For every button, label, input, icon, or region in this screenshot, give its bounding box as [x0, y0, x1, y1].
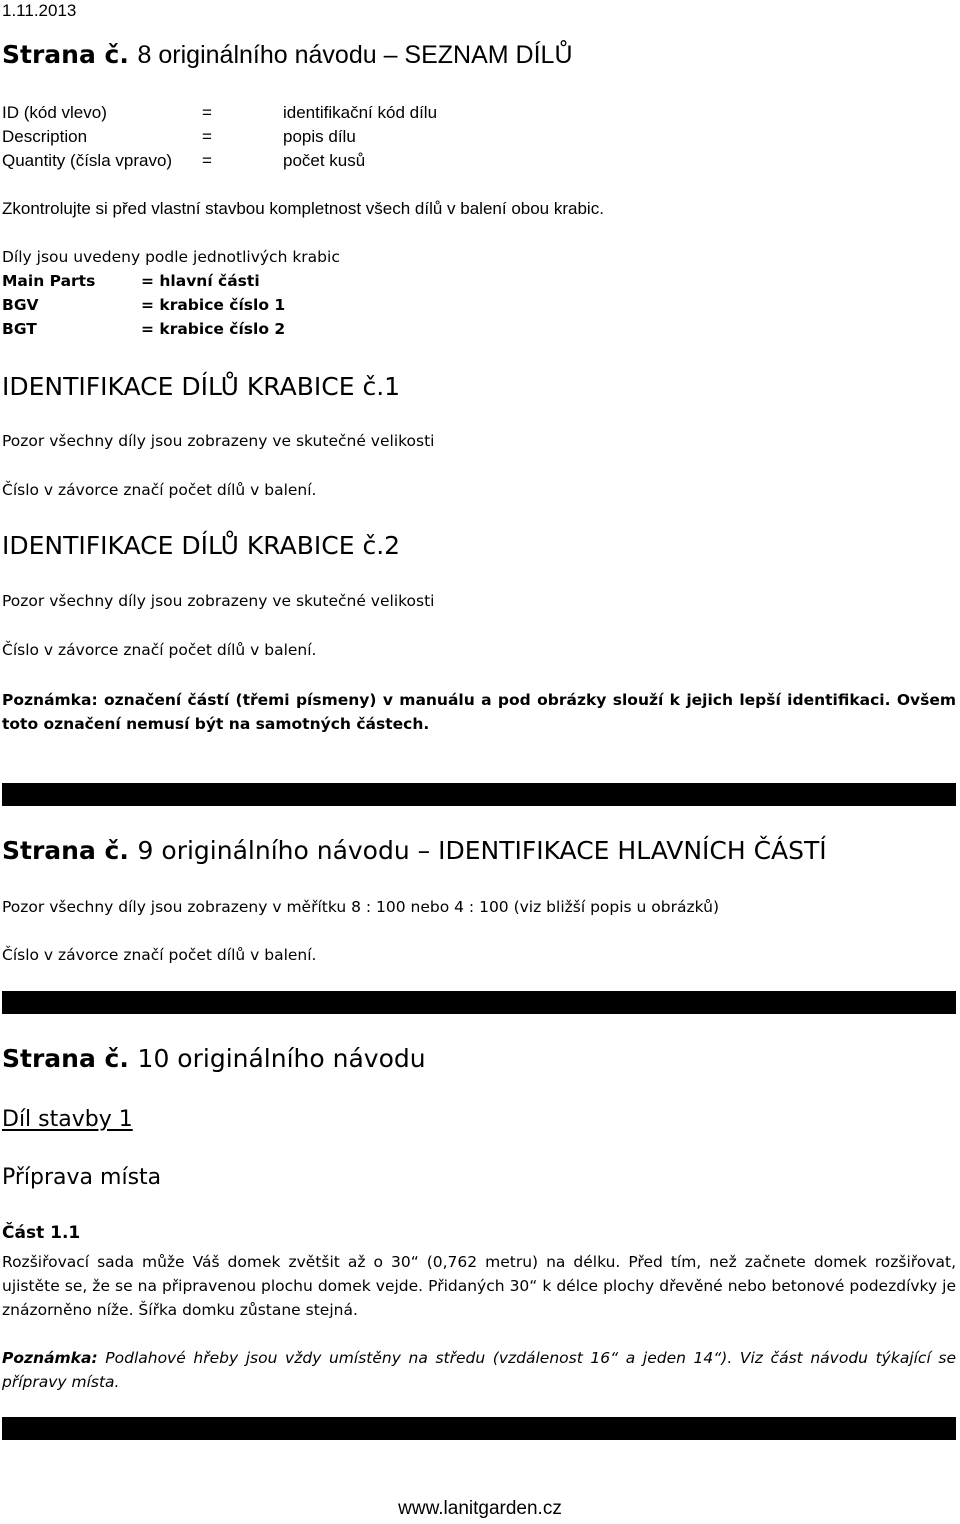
legend-eq-description: =: [202, 127, 212, 146]
floor-note: [2, 1346, 956, 1394]
box1-count-note: Číslo v závorce značí počet dílů v balení.: [2, 481, 317, 499]
box2-size-note: Pozor všechny díly jsou zobrazeny ve skutečné velikosti: [2, 592, 435, 610]
page10-heading: [2, 1044, 426, 1074]
floor-note-text: Podlahové hřeby jsou vždy umístěny na středu (vzdálenost 16“ a jeden 14“). Viz část návodu týkající se přípravy místa.: [2, 1349, 956, 1391]
check-parts-text: Zkontrolujte si před vlastní stavbou kompletnost všech dílů v balení obou krabic.: [2, 199, 604, 218]
legend-term-id: ID (kód vlevo): [2, 103, 107, 122]
boxes-intro: Díly jsou uvedeny podle jednotlivých krabic: [2, 248, 340, 266]
legend-term-description: Description: [2, 127, 88, 146]
page8-heading-rest: 8 originálního návodu – SEZNAM DÍLŮ: [137, 41, 573, 69]
legend-desc-id: identifikační kód dílu: [283, 103, 438, 122]
page9-heading-prefix: Strana č.: [2, 836, 138, 865]
box1-heading: IDENTIFIKACE DÍLŮ KRABICE č.1: [2, 372, 401, 401]
document-date: 1.11.2013: [2, 1, 77, 20]
separator-bar: [2, 783, 956, 806]
separator-bar: [2, 991, 956, 1014]
part-title-text: Díl stavby 1: [2, 1107, 133, 1132]
section-title: Příprava místa: [2, 1165, 162, 1190]
box1-size-note: Pozor všechny díly jsou zobrazeny ve skutečné velikosti: [2, 432, 435, 450]
box-code-main: Main Parts: [2, 272, 96, 290]
page9-count-note: Číslo v závorce značí počet dílů v balení.: [2, 946, 317, 964]
page9-heading: [2, 836, 827, 866]
box-desc-bgt: = krabice číslo 2: [141, 320, 286, 338]
part-title: [2, 1106, 133, 1134]
box-code-bgv: BGV: [2, 296, 39, 314]
legend-term-quantity: Quantity (čísla vpravo): [2, 151, 173, 170]
page9-scale-note: Pozor všechny díly jsou zobrazeny v měřítku 8 : 100 nebo 4 : 100 (viz bližší popis u obrázků): [2, 898, 719, 916]
box-desc-main: = hlavní části: [141, 272, 260, 290]
box-desc-bgv: = krabice číslo 1: [141, 296, 286, 314]
box-code-bgt: BGT: [2, 320, 37, 338]
box2-count-note: Číslo v závorce značí počet dílů v balení.: [2, 641, 317, 659]
step-text: Rozšiřovací sada může Váš domek zvětšit až o 30“ (0,762 metru) na délku. Před tím, než začnete domek rozšiřovat, ujistěte se, že se na připravenou plochu domek vejde. Přidaných 30“ k délce plochy dřevěné nebo betonové podezdívky je znázorněno níže. Šířka domku zůstane stejná.: [2, 1253, 956, 1319]
footer-url[interactable]: www.lanitgarden.cz: [398, 1498, 562, 1519]
page10-heading-prefix: Strana č.: [2, 1044, 138, 1073]
page8-heading: [2, 40, 573, 70]
page9-heading-rest: 9 originálního návodu – IDENTIFIKACE HLAVNÍCH ČÁSTÍ: [137, 836, 827, 865]
box2-heading: IDENTIFIKACE DÍLŮ KRABICE č.2: [2, 531, 401, 560]
floor-note-label: Poznámka:: [2, 1349, 98, 1367]
legend-desc-description: popis dílu: [283, 127, 356, 146]
legend-desc-quantity: počet kusů: [283, 151, 366, 170]
step-title: Část 1.1: [2, 1223, 81, 1243]
page8-heading-prefix: Strana č.: [2, 40, 138, 69]
separator-bar: [2, 1417, 956, 1440]
parts-remark: Poznámka: označení částí (třemi písmeny) v manuálu a pod obrázky slouží k jejich lepší identifikaci. Ovšem toto označení nemusí být na samotných částech.: [2, 691, 956, 733]
legend-eq-id: =: [202, 103, 212, 122]
page10-heading-rest: 10 originálního návodu: [137, 1044, 426, 1073]
legend-eq-quantity: =: [202, 151, 212, 170]
